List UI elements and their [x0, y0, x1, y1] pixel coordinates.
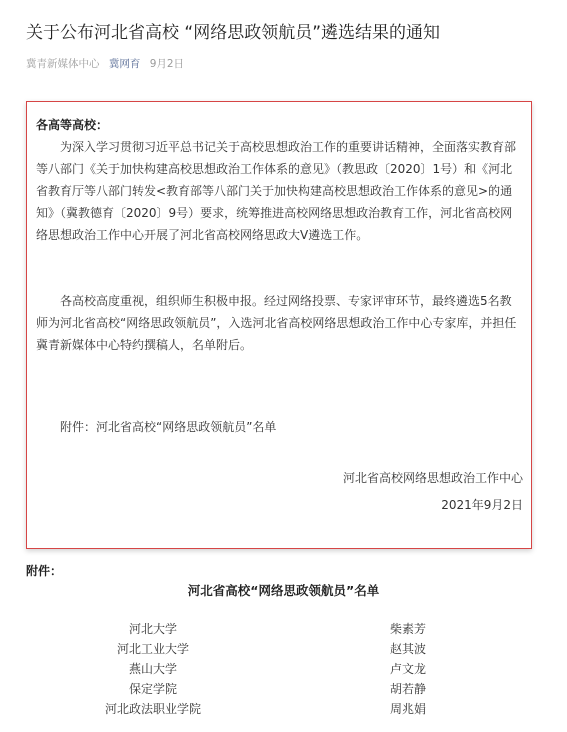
publish-date: 9月2日: [149, 58, 185, 70]
list-item: [0, 640, 567, 660]
person-name: 胡若静: [389, 682, 426, 696]
account-link[interactable]: 冀网育: [108, 58, 141, 70]
notice-salutation: 各高等高校：: [36, 118, 109, 132]
article-title: 关于公布河北省高校 “网络思政领航员”遴选结果的通知: [26, 23, 441, 43]
attachment-label: 附件：: [26, 564, 63, 578]
list-item: [0, 680, 567, 700]
school-name: 河北工业大学: [116, 642, 189, 656]
person-name: 赵其波: [389, 642, 426, 656]
attachment-list: [0, 620, 567, 720]
notice-sign-date: 2021年9月2日: [441, 498, 523, 512]
list-item: [0, 620, 567, 640]
attachment-list-title: 河北省高校“网络思政领航员”名单: [187, 583, 380, 598]
article-source: 冀青新媒体中心: [26, 58, 100, 70]
notice-box: [26, 101, 532, 549]
notice-paragraph-2: 各高校高度重视，组织师生积极申报。经过网络投票、专家评审环节，最终遴选5名教师为河北省高校“网络思政领航员”，入选河北省高校网络思想政治工作中心专家库，并担任冀青新媒体中心特约撰稿人，名单附后。: [36, 294, 517, 352]
person-name: 柴素芳: [389, 622, 426, 636]
school-name: 河北政法职业学院: [104, 702, 201, 716]
notice-paragraph-1: 为深入学习贯彻习近平总书记关于高校思想政治工作的重要讲话精神，全面落实教育部等八部门《关于加快构建高校思想政治工作体系的意见》（教思政〔2020〕1号）和《河北省教育厅等八部门转发<教育部等八部门关于加快构建高校思想政治工作体系的意见>的通知》（冀教德育〔2020〕9号）要求，统筹推进高校网络思想政治教育工作，河北省高校网络思想政治工作中心开展了河北省高校网络思政大V遴选工作。: [36, 140, 517, 242]
person-name: 卢文龙: [389, 662, 426, 676]
list-item: [0, 660, 567, 680]
list-item: [0, 700, 567, 720]
school-name: 河北大学: [128, 622, 177, 636]
school-name: 保定学院: [128, 682, 177, 696]
notice-attachment-line: 附件：河北省高校“网络思政领航员”名单: [60, 420, 277, 434]
school-name: 燕山大学: [128, 662, 177, 676]
notice-organization: 河北省高校网络思想政治工作中心: [342, 471, 523, 485]
article-meta: [26, 56, 184, 71]
person-name: 周兆娟: [389, 702, 426, 716]
